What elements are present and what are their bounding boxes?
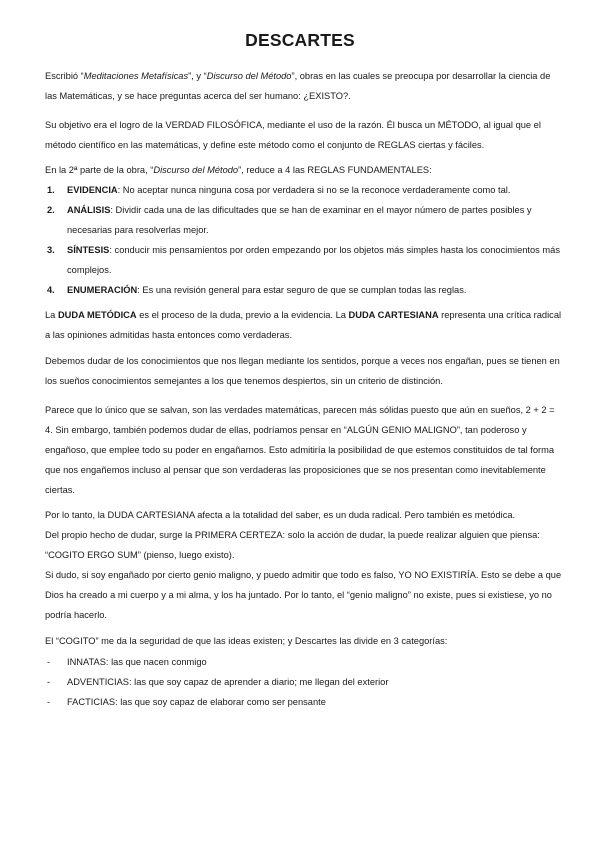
rule-term: SÍNTESIS bbox=[67, 245, 110, 255]
duda-metodica-term: DUDA METÓDICA bbox=[57, 310, 137, 320]
objective-paragraph: Su objetivo era el logro de la VERDAD FILOSÓFICA, mediante el uso de la razón. Él busca un MÉTODO, al igual que el método científico en las matemáticas, y define este método como el conjunto de REGLAS ciertas y fáciles. bbox=[45, 120, 541, 150]
rule-text: : Es una revisión general para estar seguro de que se cumplan todas las reglas. bbox=[137, 285, 467, 295]
rule-number: 4. bbox=[47, 285, 55, 295]
rule-term: ENUMERACIÓN bbox=[67, 285, 138, 295]
work-title-meditaciones: Meditaciones Metafísicas bbox=[83, 71, 189, 81]
duda-cartesiana-term: DUDA CARTESIANA bbox=[348, 310, 439, 320]
rule-term: EVIDENCIA bbox=[67, 185, 118, 195]
category-text: INNATAS: las que nacen conmigo bbox=[67, 657, 207, 667]
category-item bbox=[45, 672, 562, 692]
work-title-discurso: Discurso del Método bbox=[153, 165, 239, 175]
category-item bbox=[45, 652, 562, 672]
rules-list bbox=[45, 180, 562, 300]
genio-paragraph: Si dudo, si soy engañado por cierto genio maligno, y puedo admitir que todo es falso, YO NO EXISTIRÍA. Esto se debe a que Dios ha creado a mi cuerpo y a mi alma, y los ha juntado. Por lo tanto, el “genio maligno” no existe, pues si existiese, yo no podría hacerlo. bbox=[45, 570, 562, 620]
rule-number: 2. bbox=[47, 205, 55, 215]
rule-item bbox=[45, 180, 562, 200]
dash-bullet: - bbox=[47, 697, 51, 707]
category-item bbox=[45, 692, 562, 712]
categories-list bbox=[45, 652, 562, 712]
rule-text: : No aceptar nunca ninguna cosa por verdadera si no se la reconoce verdaderamente como tal. bbox=[117, 185, 511, 195]
category-text: ADVENTICIAS: las que soy capaz de aprender a diario; me llegan del exterior bbox=[67, 677, 389, 687]
dash-bullet: - bbox=[47, 677, 51, 687]
certeza-paragraph: Del propio hecho de dudar, surge la PRIMERA CERTEZA: solo la acción de dudar, la puede realizar alguien que piensa: “COGITO ERGO SUM” (pienso, luego existo). bbox=[45, 530, 540, 560]
rule-text: : Dividir cada una de las dificultades que se han de examinar en el mayor número de partes posibles y necesarias para resolverlas mejor. bbox=[67, 205, 532, 235]
radical-paragraph: Por lo tanto, la DUDA CARTESIANA afecta a la totalidad del saber, es un duda radical. Pero también es metódica. bbox=[45, 510, 516, 520]
category-text: FACTICIAS: las que soy capaz de elaborar como ser pensante bbox=[67, 697, 326, 707]
rule-item bbox=[45, 200, 562, 240]
matematicas-paragraph: Parece que lo único que se salvan, son las verdades matemáticas, parecen más sólidas puesto que aún en sueños, 2 + 2 = 4. Sin embargo, también podemos dudar de ellas, podríamos pensar en “ALGÚN GENIO MALIGNO”, tan poderoso y engañoso, que emplee todo su poder en engañarnos. Esto admitiría la posibilidad de que estemos constituidos de tal forma que nos engañemos incluso al pensar que son verdaderas las proposiciones que se nos presentan como inevitablemente ciertas. bbox=[45, 405, 555, 495]
sentidos-paragraph: Debemos dudar de los conocimientos que nos llegan mediante los sentidos, porque a veces nos engañan, pues se tienen en los sueños conocimientos semejantes a los que tenemos despiertos, sin un criterio de distinción. bbox=[45, 356, 560, 386]
page-title: DESCARTES bbox=[245, 30, 355, 50]
rule-number: 3. bbox=[47, 245, 55, 255]
rule-item bbox=[45, 240, 562, 280]
rule-number: 1. bbox=[47, 185, 55, 195]
work-title-discurso: Discurso del Método bbox=[206, 71, 292, 81]
rules-intro: En la 2ª parte de la obra, “Discurso del Método”, reduce a 4 las REGLAS FUNDAMENTALES: bbox=[45, 165, 432, 175]
intro-paragraph: Escribió “Meditaciones Metafísicas”, y “Discurso del Método”, obras en las cuales se preocupa por desarrollar la ciencia de las Matemáticas, y se hace preguntas acerca del ser humano: ¿EXISTO?. bbox=[45, 71, 551, 101]
rule-item bbox=[45, 280, 562, 300]
dash-bullet: - bbox=[47, 657, 51, 667]
duda-paragraph: La DUDA METÓDICA es el proceso de la duda, previo a la evidencia. La DUDA CARTESIANA representa una crítica radical a las opiniones admitidas hasta entonces como verdaderas. bbox=[45, 310, 562, 340]
cogito-paragraph: El “COGITO” me da la seguridad de que las ideas existen; y Descartes las divide en 3 categorías: bbox=[45, 636, 448, 646]
rule-term: ANÁLISIS bbox=[67, 205, 111, 215]
rule-text: : conducir mis pensamientos por orden empezando por los objetos más simples hasta los conocimientos más complejos. bbox=[67, 245, 560, 275]
